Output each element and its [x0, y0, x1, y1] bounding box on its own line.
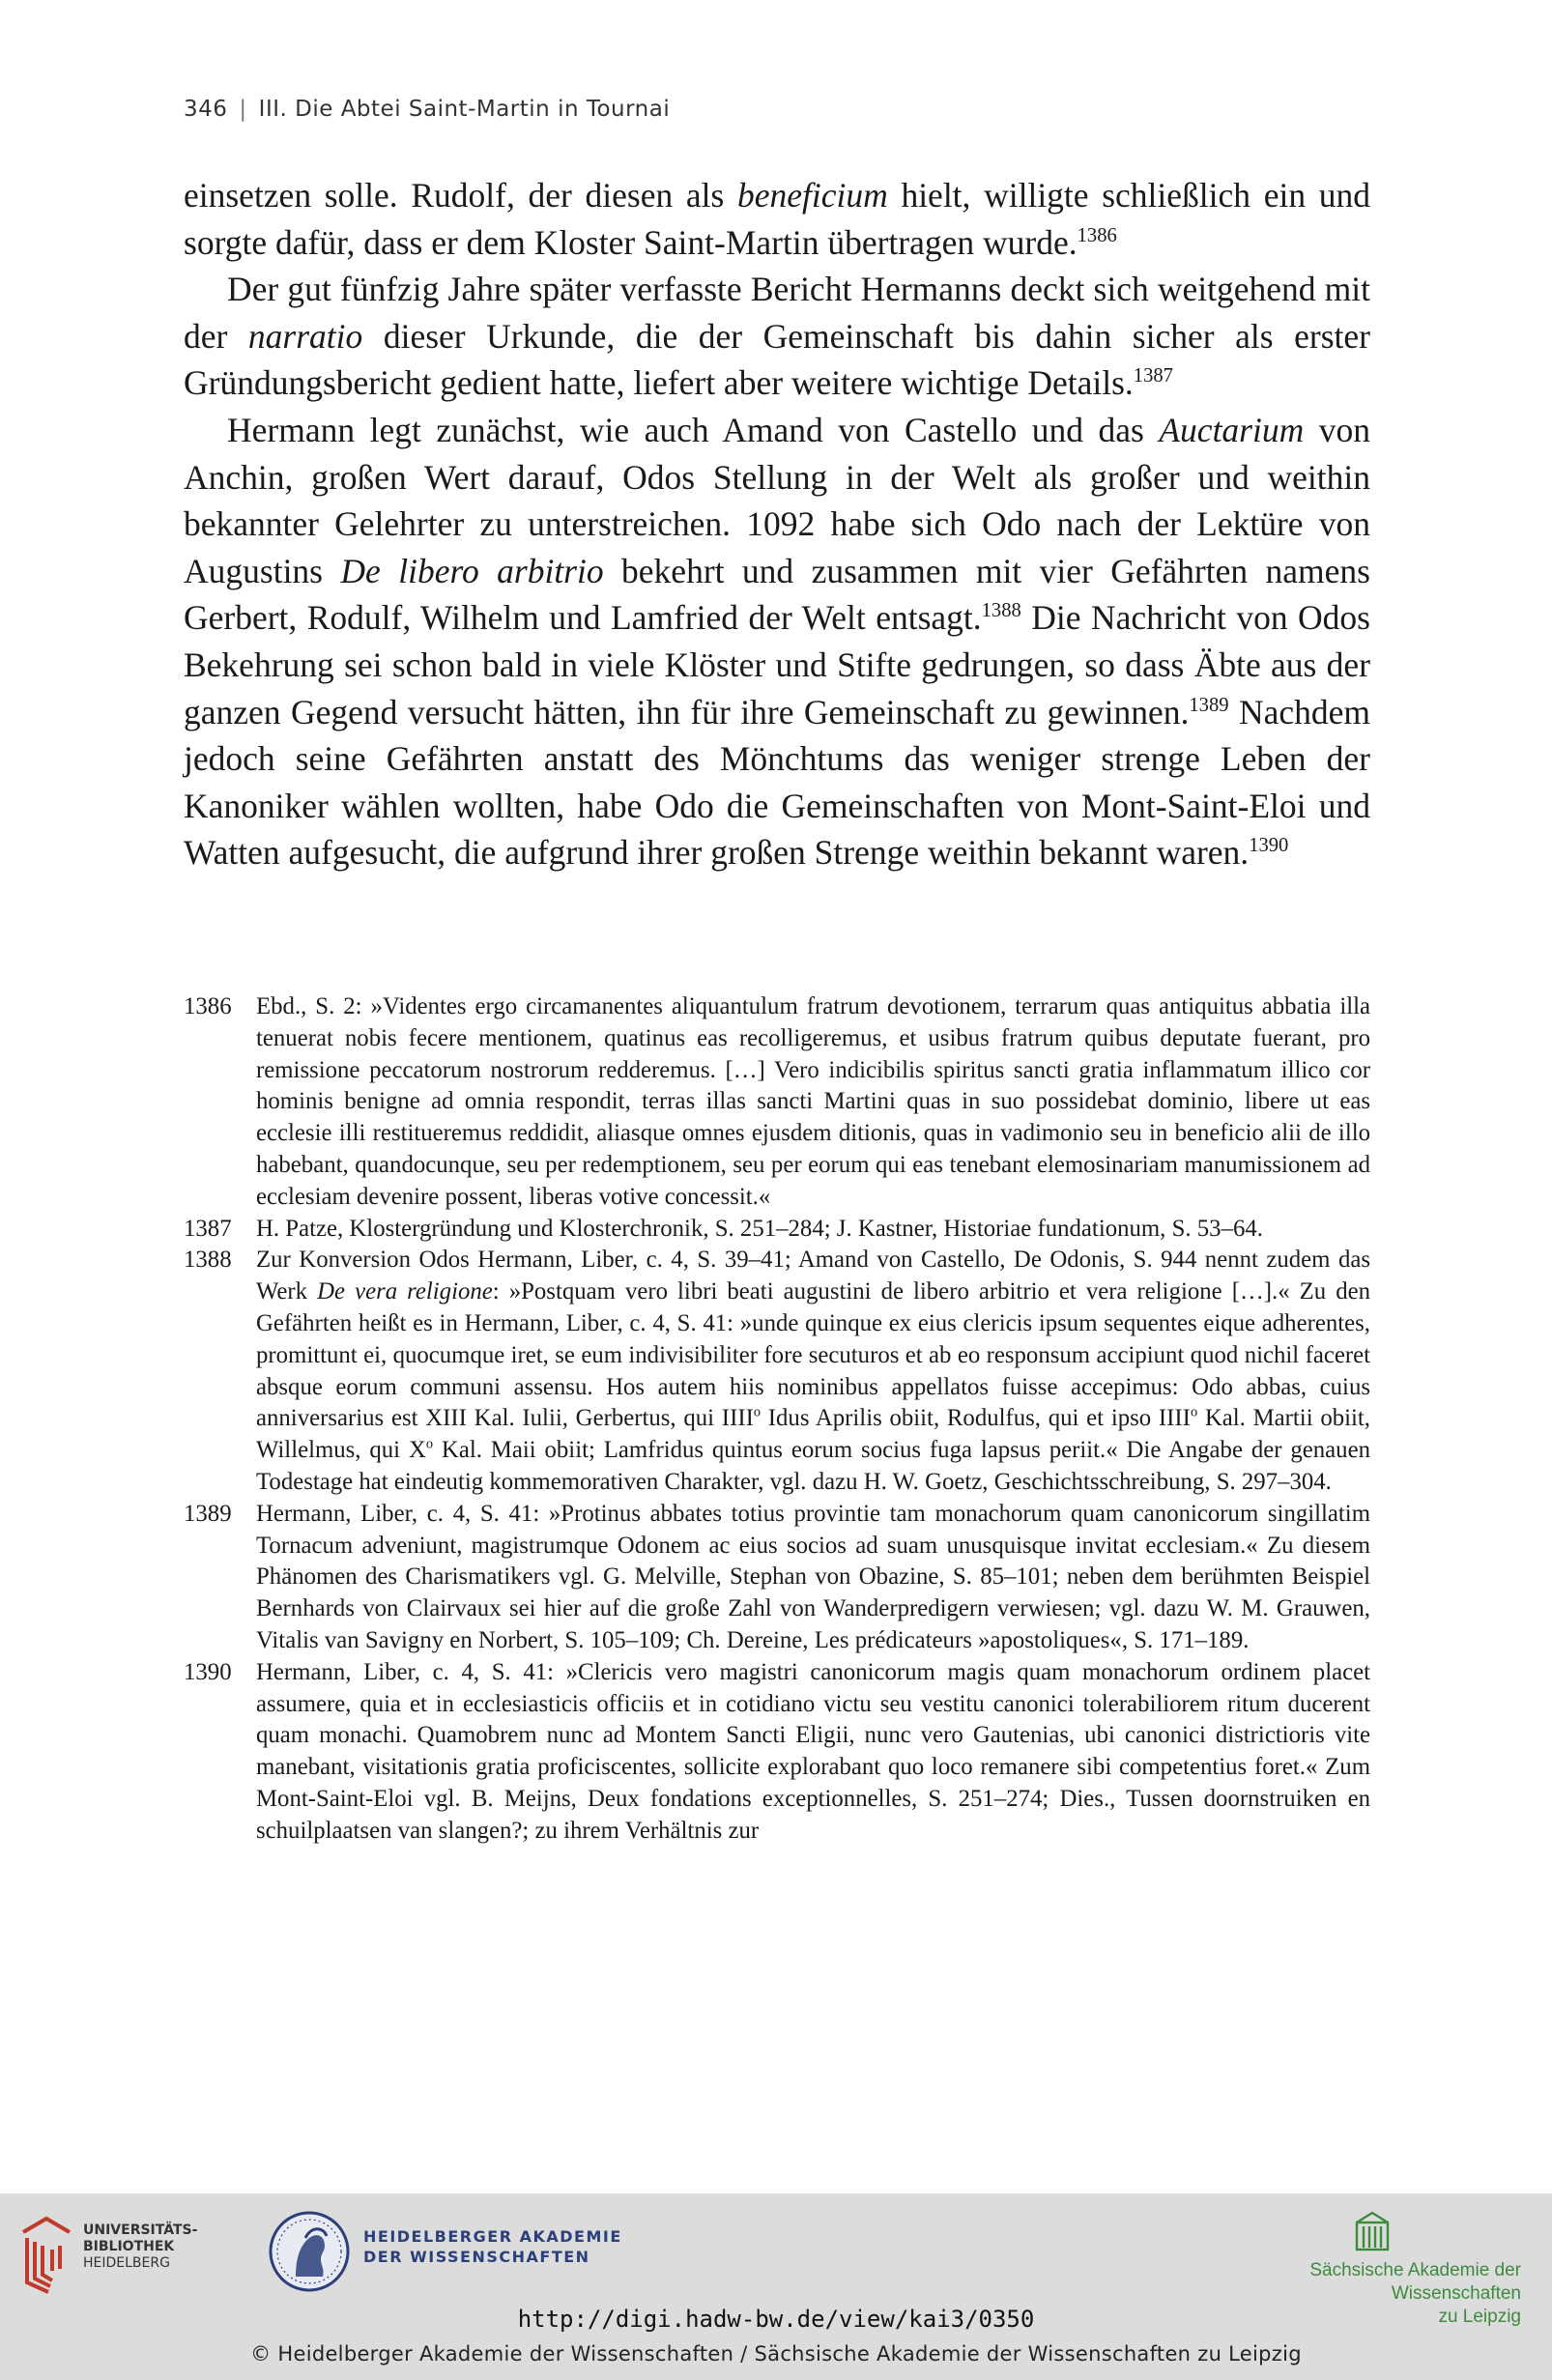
- running-head: [184, 97, 670, 122]
- text-run: von Anchin, großen Wert darauf, Odos Stellung in der Welt als großer und weithin bekannter Gelehrter zu unterstreichen. 1092 habe sich Odo nach der Lektüre von Augustins: [184, 410, 1370, 590]
- chapter-title: III. Die Abtei Saint-Martin in Tournai: [258, 97, 671, 122]
- hadw-logo-text: [363, 2226, 622, 2267]
- paragraph-3: [184, 407, 1370, 876]
- footnote-number: 1390: [184, 1658, 232, 1685]
- footnote-number: 1387: [184, 1215, 232, 1242]
- footnote: [184, 1499, 1370, 1657]
- text-run: Kal. Martii obiit, Willelmus, qui X: [256, 1405, 1370, 1464]
- text-run: Hermann legt zunächst, wie auch Amand von Castello und das: [227, 410, 1160, 449]
- ub-heidelberg-logo[interactable]: [17, 2211, 211, 2298]
- hadw-line: DER WISSENSCHAFTEN: [363, 2248, 590, 2266]
- footnote-text: [256, 1245, 1370, 1498]
- saw-line: zu Leipzig: [1438, 2307, 1521, 2327]
- italic-term: narratio: [247, 316, 363, 356]
- footnote-ref[interactable]: 1389: [1189, 694, 1229, 716]
- footnote-number: 1389: [184, 1500, 232, 1527]
- footnote-number: 1386: [184, 993, 232, 1019]
- saw-line: Sächsische Akademie der Wissenschaften: [1309, 2260, 1521, 2304]
- ordinal-mark: o: [425, 1436, 434, 1452]
- footnote-text: Hermann, Liber, c. 4, S. 41: »Clericis vero magistri canonicorum magis quam monachorum ordinem placet assumere, quia et in ecclesiasticis officiis et in cotidiano victu seu vestitu canonici tolerabiliorem ritum ducerent quam monachi. Quamobrem nunc ad Montem Sancti Eligii, nunc vero Gautenias, ubi canonici districtioris vite manebant, visitationis gratia proficiscentes, sollicite explorabant quo loco remanere sibi competentius foret.« Zum Mont-Saint-Eloi vgl. B. Meijns, Deux fondations exceptionnelles, S. 251–274; Dies., Tussen doornstruiken en schuilplaatsen van slangen?; zu ihrem Verhältnis zur: [256, 1658, 1370, 1844]
- footnote: [184, 1214, 1370, 1246]
- hadw-line: HEIDELBERGER AKADEMIE: [363, 2227, 622, 2246]
- copyright-notice: © Heidelberger Akademie der Wissenschaften / Sächsische Akademie der Wissenschaften zu Leipzig: [250, 2342, 1302, 2366]
- ub-emblem-icon: [17, 2211, 79, 2294]
- saw-leipzig-logo[interactable]: [1198, 2205, 1546, 2327]
- footnote-text: Hermann, Liber, c. 4, S. 41: »Protinus abbates totius provintie tam monachorum quam canonicorum singillatim Tornacum adveniunt, magistrumque Odonem ac eius socios ad suam unusquisque invitat ecclesiam.« Zu diesem Phänomen des Charismatikers vgl. G. Melville, Stephan von Obazine, S. 85–101; neben dem berühmten Beispiel Bernhards von Clairvaux sei hier auf die große Zahl von Wanderpredigern verwiesen; vgl. dazu W. M. Grauwen, Vitalis van Savigny en Norbert, S. 105–109; Ch. Dereine, Les prédicateurs »apostoliques«, S. 171–189.: [256, 1500, 1370, 1653]
- text-run: hielt, willigte schließlich ein und sorgte dafür, dass er dem Kloster Saint-Martin übertragen wurde.: [184, 176, 1370, 262]
- header-separator: |: [239, 97, 247, 122]
- text-run: Idus Aprilis obiit, Rodulfus, qui et ipso IIII: [761, 1405, 1191, 1432]
- text-run: einsetzen solle. Rudolf, der diesen als: [184, 176, 738, 215]
- text-run: Zur Konversion Odos Hermann, Liber, c. 4, S. 39–41; Amand von Castello, De Odonis, S. 944 nennt zudem das Werk: [256, 1247, 1370, 1305]
- footnote-text: Ebd., S. 2: »Videntes ergo circamanentes aliquantulum fratrum devotionem, terrarum quas antiquitus abbatia illa tenuerat nobis fecere mentionem, quatinus eas recolligeremus, et usibus fratrum quibus deputate fuerant, pro remissione peccatorum nostrorum redderemus. […] Vero indicibilis spiritus sancti gratia inflammatum illico cor hominis benigne ad omnia respondit, terras illas sancti Martini quas in suo possidebat dominio, libere ut eas ecclesie illi restitueremus reddidit, aliasque omnes ejusdem ditionis, quas in vadimonio seu in beneficio alii de illo habebant, quandocunque, seu per redemptionem, seu per eorum qui eas tenebant elemosinariam manumissionem ad ecclesiam devenire possent, liberas votive concessit.«: [256, 993, 1370, 1210]
- text-run: : »Postquam vero libri beati augustini de libero arbitrio et vera religione […].« Zu den Gefährten heißt es in Hermann, Liber, c. 4, S. 41: »unde quinque ex eius clericis ipsum sequentes eique adherentes, promittunt ei, quocumque iret, se eum indivisibiliter fore secuturos et ab eo responsum accipiunt quod nichil faceret absque eorum communi assensu. Hos autem hiis nominibus appellatos fuisse accepimus: Odo abbas, cuius anniversarius est XIII Kal. Iulii, Gerbertus, qui IIII: [256, 1278, 1371, 1432]
- permalink-url[interactable]: http://digi.hadw-bw.de/view/kai3/0350: [517, 2306, 1035, 2333]
- text-run: Der gut fünfzig Jahre später verfasste Bericht Hermanns deckt sich weitgehend mit der: [184, 270, 1370, 356]
- text-run: Nachdem jedoch seine Gefährten anstatt des Mönchtums das weniger strenge Leben der Kanoniker wählen wollten, habe Odo die Gemeinschaften von Mont-Saint-Eloi und Watten aufgesucht, die aufgrund ihrer großen Strenge weithin bekannt waren.: [184, 692, 1370, 873]
- saw-building-icon: [1353, 2209, 1392, 2253]
- footnote-text: H. Patze, Klostergründung und Klosterchronik, S. 251–284; J. Kastner, Historiae fundationum, S. 53–64.: [256, 1215, 1263, 1242]
- ub-logo-text: [83, 2222, 197, 2272]
- text-run: Kal. Maii obiit; Lamfridus quintus eorum socius fuga lapsus periit.« Die Angabe der genauen Todestage hat eindeutig kommemorativen Charakter, vgl. dazu H. W. Goetz, Geschichtsschreibung, S. 297–304.: [256, 1437, 1370, 1495]
- text-run: Die Nachricht von Odos Bekehrung sei schon bald in viele Klöster und Stifte gedrungen, so dass Äbte aus der ganzen Gegend versucht hätten, ihn für ihre Gemeinschaft zu gewinnen.: [184, 598, 1370, 731]
- italic-term: De libero arbitrio: [340, 551, 604, 590]
- page-number: 346: [184, 97, 228, 122]
- ordinal-mark: o: [1190, 1405, 1198, 1421]
- footnote: [184, 1245, 1370, 1498]
- ub-line: UNIVERSITÄTS-: [83, 2222, 198, 2238]
- paragraph-1: [184, 172, 1370, 266]
- paragraph-2: [184, 266, 1370, 407]
- footnote-ref[interactable]: 1387: [1133, 365, 1173, 387]
- main-text: [184, 172, 1370, 876]
- ordinal-mark: o: [753, 1405, 762, 1421]
- footnote: [184, 1657, 1370, 1848]
- italic-term: beneficium: [737, 176, 888, 215]
- italic-term: De vera religione: [317, 1278, 493, 1305]
- ub-line: HEIDELBERG: [83, 2255, 170, 2271]
- text-run: dieser Urkunde, die der Gemeinschaft bis dahin sicher als erster Gründungsbericht gedient hatte, liefert aber weitere wichtige Details.: [184, 316, 1370, 403]
- italic-term: Auctarium: [1159, 410, 1305, 449]
- athena-medallion-icon: [267, 2209, 352, 2294]
- footnote: [184, 991, 1370, 1214]
- footnote-ref[interactable]: 1386: [1077, 224, 1117, 246]
- ub-line: BIBLIOTHEK: [83, 2239, 175, 2254]
- text-run: bekehrt und zusammen mit vier Gefährten namens Gerbert, Rodulf, Wilhelm und Lamfried der Welt entsagt.: [184, 551, 1370, 638]
- footnotes: [184, 991, 1370, 1848]
- footnote-number: 1388: [184, 1247, 232, 1274]
- hadw-logo[interactable]: [267, 2205, 653, 2302]
- footnote-ref[interactable]: 1390: [1249, 835, 1289, 857]
- footnote-ref[interactable]: 1388: [981, 600, 1021, 622]
